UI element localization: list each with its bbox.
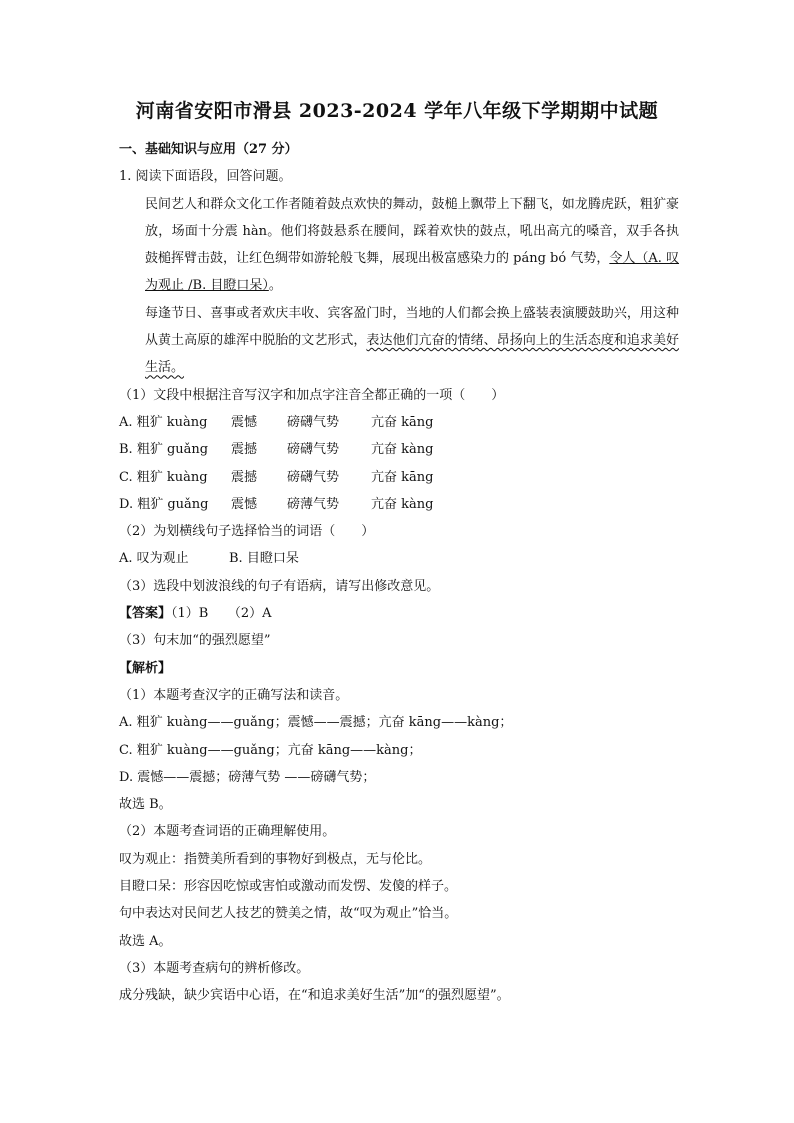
passage-text: 每逢节日、喜事或者欢庆丰收、宾客盈门时，当地的人们都会换上盛装表演腰鼓助兴，用这种从黄土高原的雄浑中脱胎的文艺形式， bbox=[145, 305, 679, 349]
answer-line-2: （3）句末加“的强烈愿望” bbox=[119, 633, 271, 649]
option-cell: B. 粗犷 guǎng bbox=[119, 442, 209, 458]
analysis-line: 故选 B。 bbox=[119, 797, 172, 813]
option-cell: 震撼 bbox=[231, 469, 258, 485]
subquestion-1-stem: （1）文段中根据注音写汉字和加点字注音全都正确的一项（ ） bbox=[119, 387, 505, 403]
option-cell: 磅礴气势 bbox=[287, 414, 340, 430]
analysis-line: D. 震憾——震撼；磅薄气势 ——磅礴气势； bbox=[119, 769, 376, 785]
page-title: 河南省安阳市滑县 2023-2024 学年八年级下学期期中试题 bbox=[135, 100, 659, 122]
answer-line bbox=[119, 600, 679, 627]
analysis-line: A. 粗犷 kuàng——guǎng；震憾——震撼；亢奋 kāng——kàng； bbox=[119, 715, 513, 731]
option-cell: 震撼 bbox=[231, 442, 258, 458]
passage-paragraph-1 bbox=[119, 191, 679, 300]
analysis-line: 句中表达对民间艺人技艺的赞美之情，故“叹为观止”恰当。 bbox=[119, 906, 458, 922]
option-cell: 亢奋 kàng bbox=[371, 496, 434, 512]
option-cell: C. 粗犷 kuàng bbox=[119, 469, 208, 485]
option-a bbox=[119, 409, 679, 436]
option-cell: 亢奋 kàng bbox=[371, 442, 434, 458]
option-cell: 震憾 bbox=[231, 414, 258, 430]
analysis-line: （3）本题考查病句的辨析修改。 bbox=[119, 960, 310, 976]
analysis-line: 成分残缺，缺少宾语中心语，在“和追求美好生活”加“的强烈愿望”。 bbox=[119, 988, 510, 1004]
option-cell: 亢奋 kāng bbox=[371, 469, 434, 485]
option-d bbox=[119, 491, 679, 518]
analysis-label: 【解析】 bbox=[119, 660, 172, 676]
analysis-line: 目瞪口呆：形容因吃惊或害怕或激动而发愣、发傻的样子。 bbox=[119, 879, 458, 895]
question-stem: 1. 阅读下面语段，回答问题。 bbox=[119, 169, 292, 185]
option-cell: D. 粗犷 guǎng bbox=[119, 496, 209, 512]
passage-punctuation: 。 bbox=[268, 278, 282, 294]
wavy-underlined-sentence: 表达他们亢奋的情绪、昂扬向上的生活态度和追求美好生活。 bbox=[145, 333, 679, 376]
document-body bbox=[119, 136, 679, 1010]
analysis-line: C. 粗犷 kuàng——guǎng；亢奋 kāng——kàng； bbox=[119, 742, 422, 758]
option-c bbox=[119, 464, 679, 491]
passage-paragraph-2 bbox=[119, 300, 679, 382]
option-cell: 亢奋 kāng bbox=[371, 414, 434, 430]
subquestion-2-stem: （2）为划横线句子选择恰当的词语（ ） bbox=[119, 524, 375, 540]
analysis-line: 叹为观止：指赞美所看到的事物好到极点，无与伦比。 bbox=[119, 851, 432, 867]
option-cell: A. 粗犷 kuàng bbox=[119, 414, 208, 430]
option-cell: 震憾 bbox=[231, 496, 258, 512]
subquestion-3-stem: （3）选段中划波浪线的句子有语病，请写出修改意见。 bbox=[119, 578, 440, 594]
option-cell: 磅薄气势 bbox=[287, 496, 340, 512]
option-cell: 磅礴气势 bbox=[287, 442, 340, 458]
analysis-line: （1）本题考查汉字的正确写法和读音。 bbox=[119, 687, 349, 703]
option-b-text: B. 目瞪口呆 bbox=[229, 551, 299, 567]
answer-text: （1）B （2）A bbox=[171, 606, 272, 622]
option-a-text: A. 叹为观止 bbox=[119, 551, 189, 567]
option-b bbox=[119, 436, 679, 463]
analysis-line: （2）本题考查词语的正确理解使用。 bbox=[119, 824, 336, 840]
subquestion-2-options bbox=[119, 545, 679, 572]
analysis-line: 故选 A。 bbox=[119, 933, 172, 949]
answer-label: 【答案】 bbox=[119, 606, 172, 622]
section-heading: 一、基础知识与应用（27 分） bbox=[119, 142, 298, 157]
passage-text: 民间艺人和群众文化工作者随着鼓点欢快的舞动，鼓槌上飘带上下翻飞，如龙腾虎跃，粗犷豪放，场面十分震 hàn。他们将鼓悬系在腰间，踩着欢快的鼓点，吼出高亢的嗓音，双手各执鼓槌挥臂击鼓，让红色绸带如游轮般飞舞，展现出极富感染力的 páng bó 气势， bbox=[145, 196, 679, 267]
underlined-sentence: 令人（A. 叹为观止 /B. 目瞪口呆） bbox=[145, 251, 680, 294]
option-cell: 磅礴气势 bbox=[287, 469, 340, 485]
